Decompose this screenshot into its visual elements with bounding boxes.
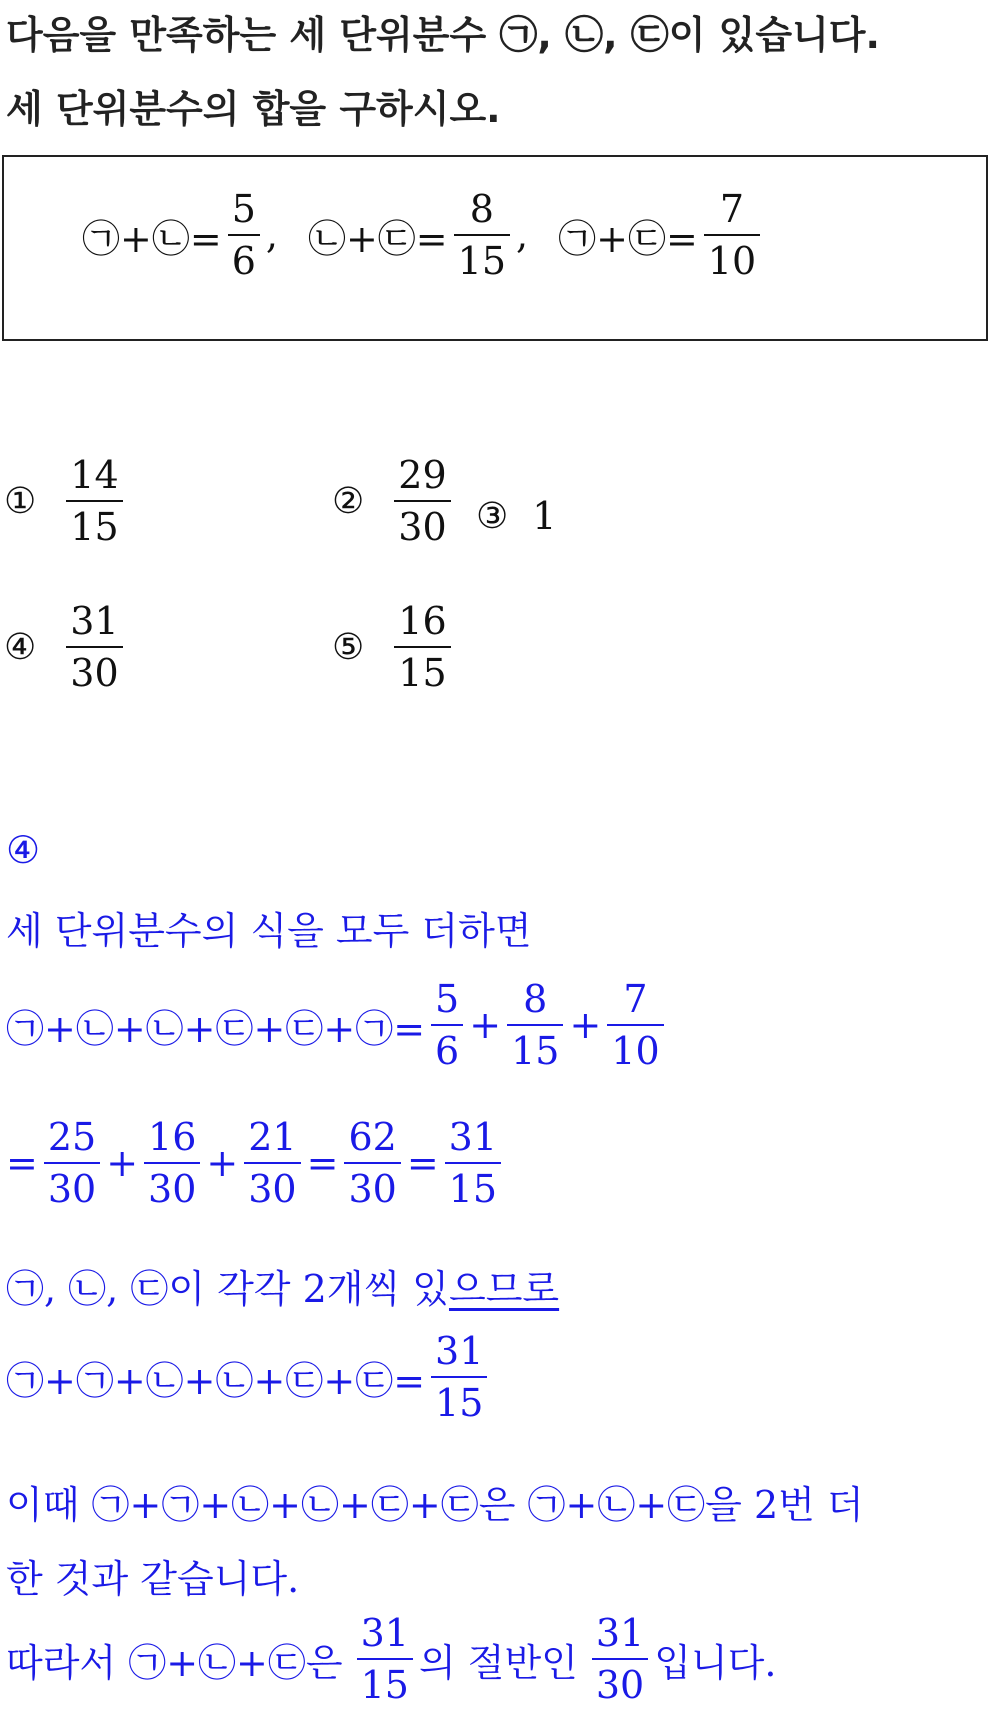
step-3-eq-2: = [306, 1141, 339, 1185]
step-8-text-a: 따라서 ㉠+㉡+㉢은 [6, 1640, 343, 1685]
choice-5-fraction [394, 599, 450, 695]
step-3-f3-den: 30 [244, 1162, 300, 1208]
step-8-f2-num: 31 [595, 1611, 645, 1655]
step-2-f3-num: 7 [623, 977, 648, 1021]
step-3-plus-2: + [206, 1141, 239, 1185]
solution-step-5 [6, 1329, 493, 1425]
equation-1-separator: , [265, 213, 278, 257]
equation-1-numerator: 5 [231, 187, 256, 231]
choice-5-mark: ⑤ [332, 626, 365, 668]
step-2-plus-2: + [569, 1003, 602, 1047]
step-8-f1-num: 31 [360, 1611, 409, 1655]
choice-4-mark: ④ [4, 626, 37, 668]
step-2-f1-num: 5 [435, 977, 460, 1021]
choice-1-fraction [66, 453, 122, 549]
step-2-fraction-2 [507, 977, 563, 1073]
question-line-1: 다음을 만족하는 세 단위분수 ㉠, ㉡, ㉢이 있습니다. [6, 13, 880, 57]
solution-step-8 [6, 1611, 777, 1707]
step-3-f4-den: 30 [344, 1162, 400, 1208]
choice-4-fraction [66, 599, 122, 695]
step-3-fraction-1 [44, 1115, 100, 1211]
step-3-f2-num: 16 [148, 1115, 197, 1159]
step-8-fraction-2 [592, 1611, 648, 1707]
solution-step-2 [6, 977, 670, 1073]
step-8-fraction-1 [357, 1611, 413, 1707]
answer-mark: ④ [6, 828, 41, 872]
choice-4-numerator: 31 [70, 599, 119, 643]
step-2-lhs: ㉠+㉡+㉡+㉢+㉢+㉠= [6, 1006, 426, 1051]
step-4-text: ㉠, ㉡, ㉢이 각각 2개씩 있 [6, 1267, 449, 1311]
step-2-f3-den: 10 [607, 1024, 663, 1070]
step-2-fraction-3 [607, 977, 663, 1073]
choice-1[interactable] [4, 453, 129, 549]
step-3-f4-num: 62 [348, 1115, 397, 1159]
step-8-text-b: 의 절반인 [418, 1640, 578, 1685]
step-5-den: 15 [431, 1376, 487, 1422]
step-5-num: 31 [435, 1329, 484, 1373]
step-8-text-c: 입니다. [654, 1640, 777, 1685]
step-2-plus-1: + [469, 1003, 502, 1047]
choice-3-mark: ③ [476, 495, 509, 537]
step-3-plus-1: + [106, 1141, 139, 1185]
choice-5[interactable] [332, 599, 457, 695]
choice-4[interactable] [4, 599, 129, 695]
equation-1-fraction [228, 187, 260, 283]
step-5-fraction [431, 1329, 487, 1425]
choice-2-fraction [394, 453, 450, 549]
step-3-f2-den: 30 [144, 1162, 200, 1208]
equation-3-denominator: 10 [704, 234, 760, 280]
step-3-fraction-4 [344, 1115, 400, 1211]
step-2-f2-num: 8 [523, 977, 548, 1021]
condition-equations [82, 187, 766, 283]
choice-2-mark: ② [332, 480, 365, 522]
equation-2-numerator: 8 [469, 187, 494, 231]
choice-1-numerator: 14 [70, 453, 119, 497]
step-2-fraction-1 [431, 977, 463, 1073]
choice-2-denominator: 30 [394, 500, 450, 546]
question-line-2: 세 단위분수의 합을 구하시오. [6, 87, 501, 131]
choice-4-denominator: 30 [66, 646, 122, 692]
step-3-f5-den: 15 [445, 1162, 501, 1208]
choice-3[interactable] [476, 494, 556, 538]
step-2-f2-den: 15 [507, 1024, 563, 1070]
solution-step-6: 이때 ㉠+㉠+㉡+㉡+㉢+㉢은 ㉠+㉡+㉢을 2번 더 [6, 1483, 864, 1527]
step-4-underlined: 으므로 [448, 1267, 560, 1311]
choice-1-mark: ① [4, 480, 37, 522]
step-3-fraction-5 [445, 1115, 501, 1211]
solution-step-3 [6, 1115, 507, 1211]
solution-step-7: 한 것과 같습니다. [6, 1557, 300, 1601]
step-3-fraction-3 [244, 1115, 300, 1211]
step-8-f1-den: 15 [357, 1658, 413, 1704]
equation-2-fraction [454, 187, 510, 283]
step-3-f1-num: 25 [47, 1115, 97, 1159]
solution-step-4 [6, 1258, 559, 1313]
step-3-f1-den: 30 [44, 1162, 100, 1208]
choice-3-value: 1 [532, 494, 557, 538]
step-3-fraction-2 [144, 1115, 200, 1211]
step-5-lhs: ㉠+㉠+㉡+㉡+㉢+㉢= [6, 1358, 426, 1403]
step-3-f3-num: 21 [248, 1115, 297, 1159]
choice-2-numerator: 29 [398, 453, 447, 497]
equation-2-separator: , [516, 213, 529, 257]
equation-3-lhs: ㉠+㉢= [558, 216, 698, 261]
choice-5-denominator: 15 [394, 646, 450, 692]
step-3-eq-1: = [6, 1141, 38, 1185]
step-3-f5-num: 31 [448, 1115, 498, 1159]
step-3-eq-3: = [406, 1141, 439, 1185]
condition-box [2, 155, 988, 341]
choice-5-numerator: 16 [398, 599, 447, 643]
equation-3-fraction [704, 187, 760, 283]
solution-step-1: 세 단위분수의 식을 모두 더하면 [6, 909, 532, 953]
choice-2[interactable] [332, 453, 457, 549]
step-8-f2-den: 30 [592, 1658, 648, 1704]
equation-3-numerator: 7 [719, 187, 745, 231]
equation-2-denominator: 15 [454, 234, 510, 280]
equation-2-lhs: ㉡+㉢= [307, 216, 448, 261]
step-2-f1-den: 6 [431, 1024, 463, 1070]
equation-1-denominator: 6 [228, 234, 260, 280]
equation-1-lhs: ㉠+㉡= [82, 216, 222, 261]
choice-1-denominator: 15 [66, 500, 122, 546]
